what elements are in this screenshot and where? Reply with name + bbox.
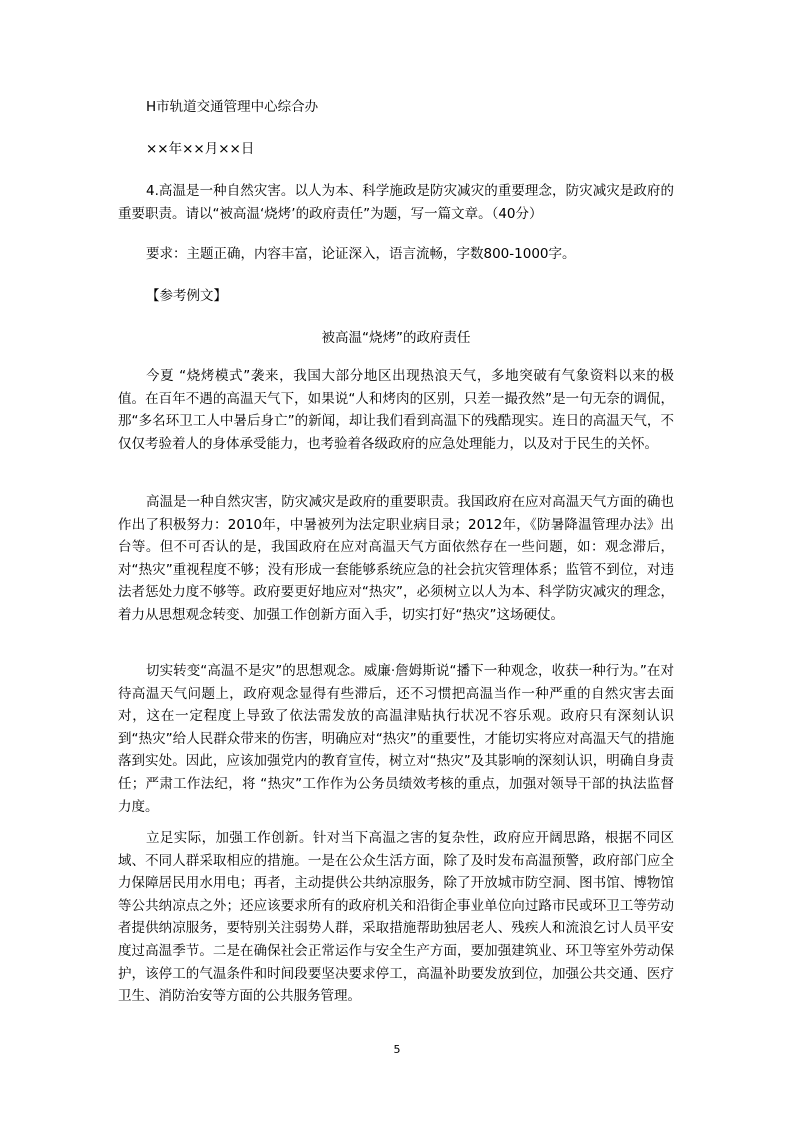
essay-paragraph-3: 切实转变“高温不是灾”的思想观念。威廉·詹姆斯说“播下一种观念，收获一种行为。”在对待高温天气问题上，政府观念显得有些滞后，还不习惯把高温当作一种严重的自然灾害去面对，这在一定程度上导致了依法需发放的高温津贴执行状况不容乐观。政府只有深刻认识到“热灾”给人民群众带来的伤害，明确应对“热灾”的重要性，才能切实将应对高温天气的措施落到实处。因此，应该加强党内的教育宣传，树立对“热灾”及其影响的深刻认识，明确自身责任；严肃工作法纪，将 “热灾”工作作为公务员绩效考核的重点，加强对领导干部的执法监督力度。	[118, 663, 674, 815]
essay-title: 被高温“烧烤”的政府责任	[321, 330, 471, 346]
date-line: ××年××月××日	[146, 141, 255, 157]
page-number: 5	[393, 1043, 401, 1056]
essay-paragraph-4: 立足实际，加强工作创新。针对当下高温之害的复杂性，政府应开阔思路，根据不同区域、不同人群采取相应的措施。一是在公众生活方面，除了及时发布高温预警，政府部门应全力保障居民用水用电；再者，主动提供公共纳凉服务，除了开放城市防空洞、图书馆、博物馆等公共纳凉点之外；还应该要求所有的政府机关和沿街企事业单位向过路市民或环卫工等劳动者提供纳凉服务，要特别关注弱势人群，采取措施帮助独居老人、残疾人和流浪乞讨人员平安度过高温季节。二是在确保社会正常运作与安全生产方面，要加强建筑业、环卫等室外劳动保护，该停工的气温条件和时间段要坚决要求停工，高温补助要发放到位，加强公共交通、医疗卫生、消防治安等方面的公共服务管理。	[118, 830, 674, 1005]
requirements-line: 要求：主题正确，内容丰富，论证深入，语言流畅，字数800-1000字。	[146, 246, 576, 262]
reference-label: 【参考例文】	[146, 288, 227, 304]
essay-paragraph-2: 高温是一种自然灾害，防灾减灾是政府的重要职责。我国政府在应对高温天气方面的确也作出了积极努力：2010年，中暑被列为法定职业病目录；2012年，《防暑降温管理办法》出台等。但不可否认的是，我国政府在应对高温天气方面依然存在一些问题，如：观念滞后，对“热灾”重视程度不够；没有形成一套能够系统应急的社会抗灾管理体系；监管不到位，对违法者惩处力度不够等。政府要更好地应对“热灾”，必须树立以人为本、科学防灾减灾的理念，着力从思想观念转变、加强工作创新方面入手，切实打好“热灾”这场硬仗。	[118, 494, 674, 623]
question-paragraph: 4.高温是一种自然灾害。以人为本、科学施政是防灾减灾的重要理念，防灾减灾是政府的重要职责。请以“被高温‘烧烤’的政府责任”为题，写一篇文章。（40分）	[118, 183, 674, 222]
sender-line: H市轨道交通管理中心综合办	[146, 99, 319, 115]
essay-paragraph-1: 今夏 “烧烤模式”袭来，我国大部分地区出现热浪天气，多地突破有气象资料以来的极值。在百年不遇的高温天气下，如果说“人和烤肉的区别，只差一撮孜然”是一句无奈的调侃，那“多名环卫工人中暑后身亡”的新闻，却让我们看到高温下的残酷现实。连日的高温天气，不仅仅考验着人的身体承受能力，也考验着各级政府的应急处理能力，以及对于民生的关怀。	[118, 368, 674, 452]
